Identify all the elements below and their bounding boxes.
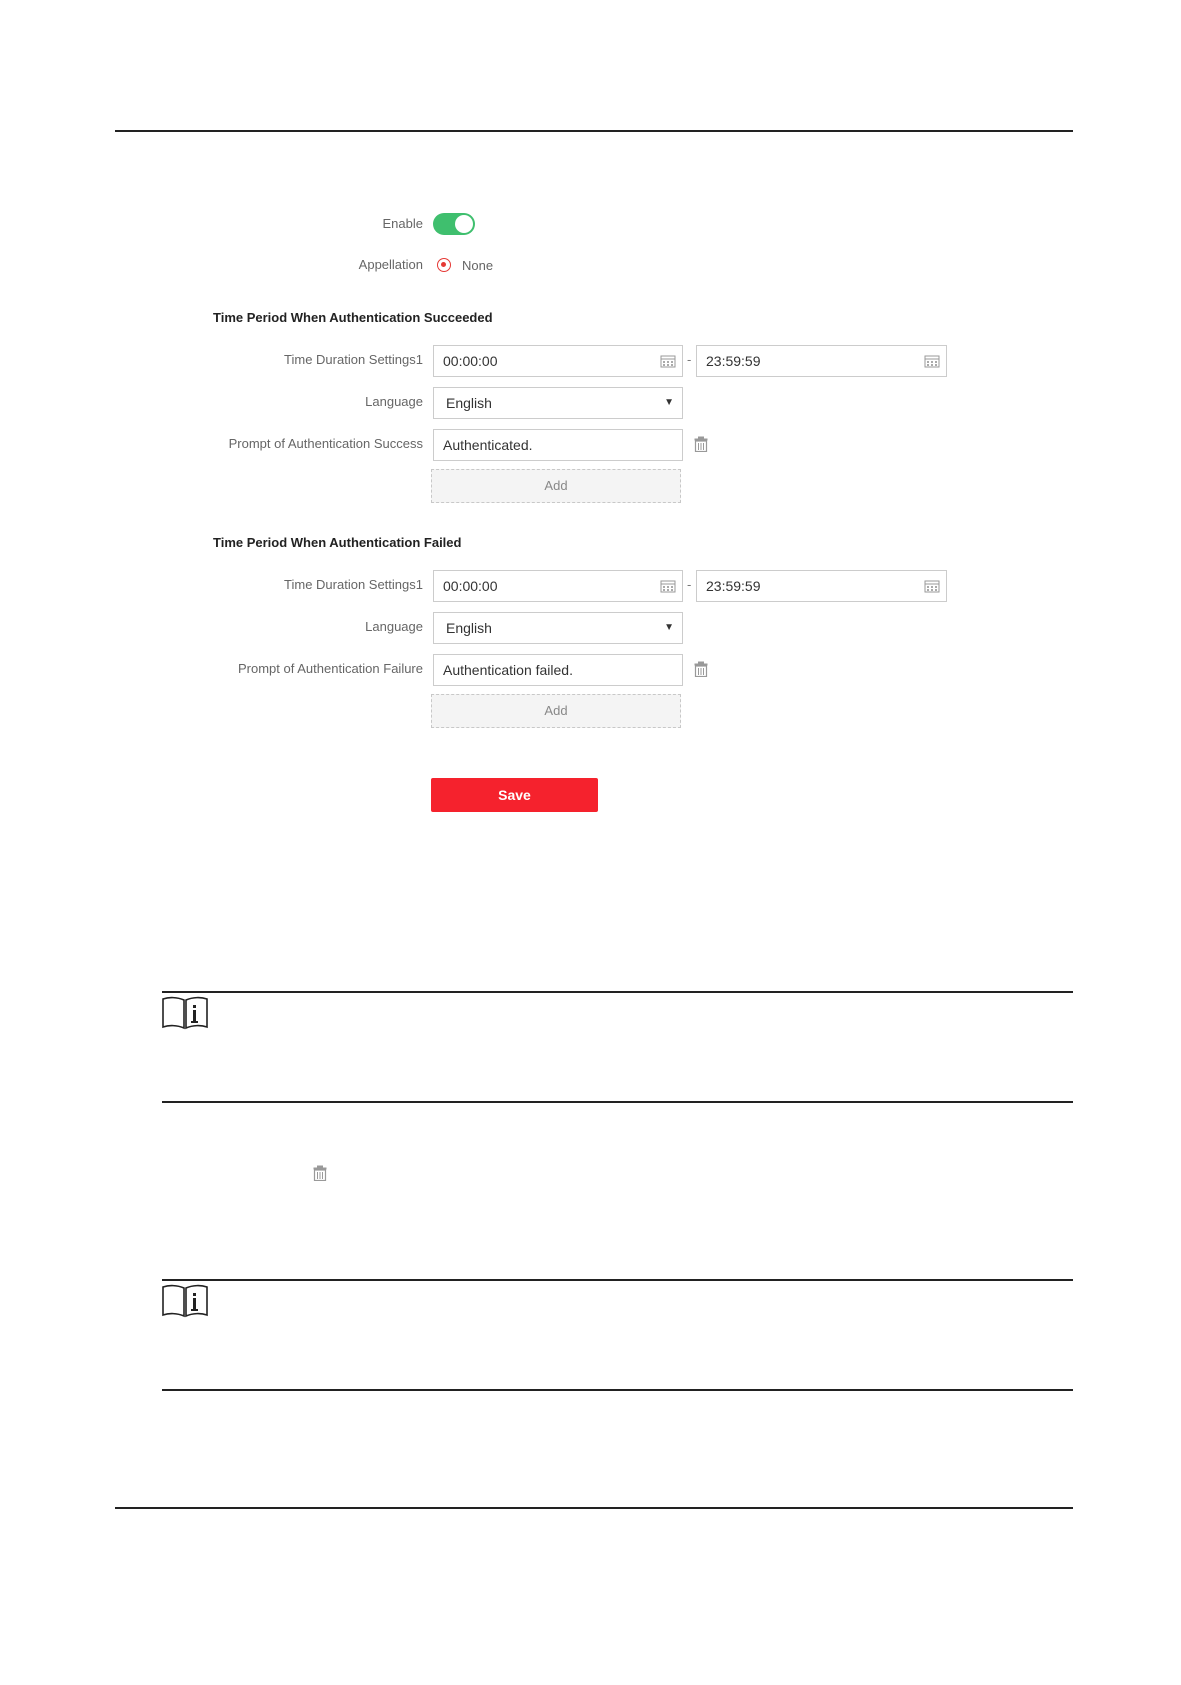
note-bottom-rule [162, 1389, 1073, 1391]
failed-start-time-value: 00:00:00 [443, 578, 498, 594]
calendar-icon[interactable] [660, 354, 676, 368]
calendar-icon[interactable] [660, 579, 676, 593]
success-add-button[interactable]: Add [431, 469, 681, 503]
chevron-down-icon: ▼ [664, 397, 674, 408]
trash-icon[interactable] [694, 436, 708, 452]
failed-prompt-input[interactable] [433, 654, 683, 686]
failed-language-label: Language [365, 619, 423, 634]
enable-toggle[interactable] [433, 213, 475, 235]
appellation-label: Appellation [358, 257, 423, 272]
failed-duration-label: Time Duration Settings1 [284, 577, 423, 592]
success-prompt-label: Prompt of Authentication Success [228, 436, 423, 451]
success-prompt-value: Authenticated. [443, 437, 533, 453]
failed-add-button[interactable]: Add [431, 694, 681, 728]
calendar-icon[interactable] [924, 579, 940, 593]
success-start-time-value: 00:00:00 [443, 353, 498, 369]
toggle-knob [455, 215, 473, 233]
time-range-separator: - [687, 352, 692, 367]
failed-prompt-label: Prompt of Authentication Failure [238, 661, 423, 676]
page-header-rule [115, 130, 1073, 132]
appellation-option-label: None [462, 258, 494, 273]
success-end-time-value: 23:59:59 [706, 353, 761, 369]
note-book-icon [161, 1283, 209, 1319]
enable-label: Enable [382, 216, 423, 231]
appellation-radio-none[interactable] [437, 258, 451, 272]
page-footer-rule [115, 1507, 1073, 1509]
chevron-down-icon: ▼ [664, 622, 674, 633]
failed-start-time-input[interactable] [433, 570, 683, 602]
note-book-icon [161, 995, 209, 1031]
failed-end-time-input[interactable] [696, 570, 947, 602]
time-range-separator: - [687, 577, 692, 592]
failed-end-time-value: 23:59:59 [706, 578, 761, 594]
note-bottom-rule [162, 1101, 1073, 1103]
success-duration-label: Time Duration Settings1 [284, 352, 423, 367]
failed-prompt-value: Authentication failed. [443, 662, 573, 678]
note-top-rule [162, 991, 1073, 993]
trash-icon [313, 1165, 327, 1181]
success-language-value: English [446, 395, 492, 411]
save-button[interactable]: Save [431, 778, 598, 812]
success-language-select[interactable] [433, 387, 683, 419]
failed-section-title: Time Period When Authentication Failed [213, 535, 462, 550]
success-start-time-input[interactable] [433, 345, 683, 377]
success-language-label: Language [365, 394, 423, 409]
success-end-time-input[interactable] [696, 345, 947, 377]
failed-language-select[interactable] [433, 612, 683, 644]
failed-language-value: English [446, 620, 492, 636]
radio-dot [441, 262, 446, 267]
trash-icon[interactable] [694, 661, 708, 677]
calendar-icon[interactable] [924, 354, 940, 368]
success-prompt-input[interactable] [433, 429, 683, 461]
note-top-rule [162, 1279, 1073, 1281]
success-section-title: Time Period When Authentication Succeeded [213, 310, 493, 325]
